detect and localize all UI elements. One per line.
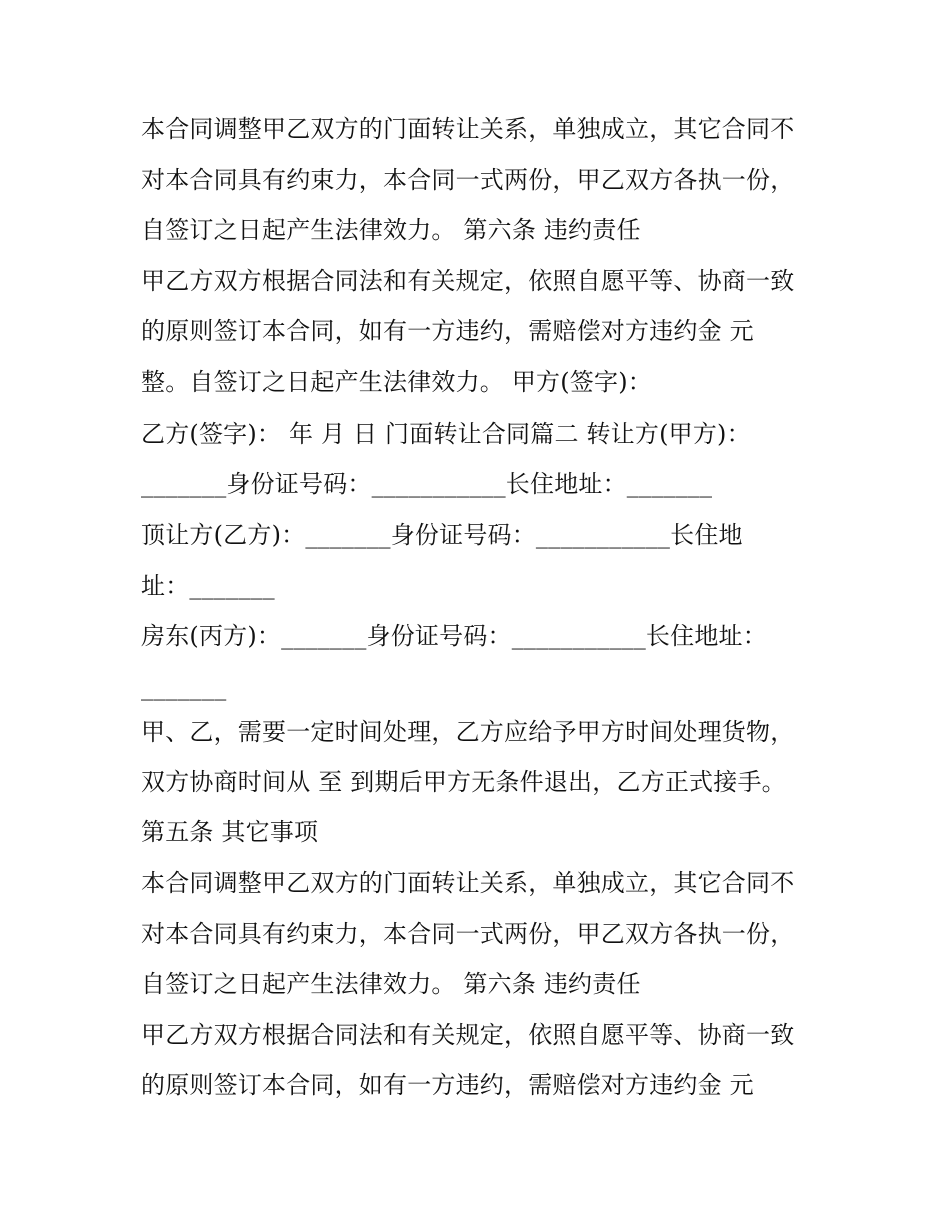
text-line: 双方协商时间从 至 到期后甲方无条件退出，乙方正式接手。	[141, 768, 786, 796]
text-line: 自签订之日起产生法律效力。 第六条 违约责任	[141, 216, 641, 244]
text-line: 顶让方(乙方)：_______身份证号码：___________长住地	[141, 521, 743, 549]
text-line: 本合同调整甲乙双方的门面转让关系，单独成立，其它合同不	[141, 869, 795, 897]
text-line: 甲乙方双方根据合同法和有关规定，依照自愿平等、协商一致	[141, 1021, 795, 1049]
text-line: 乙方(签字)： 年 月 日 门面转让合同篇二 转让方(甲方)：	[141, 420, 751, 448]
text-line: 的原则签订本合同，如有一方违约，需赔偿对方违约金 元	[141, 317, 754, 345]
text-line: 第五条 其它事项	[141, 818, 319, 846]
text-line: 自签订之日起产生法律效力。 第六条 违约责任	[141, 970, 641, 998]
text-line: 房东(丙方)：_______身份证号码：___________长住地址：	[141, 622, 767, 650]
text-line: _______身份证号码：___________长住地址：_______	[141, 470, 713, 498]
text-line: 的原则签订本合同，如有一方违约，需赔偿对方违约金 元	[141, 1071, 754, 1099]
text-line: 址：_______	[141, 572, 275, 600]
text-line: 对本合同具有约束力，本合同一式两份，甲乙双方各执一份，	[141, 166, 795, 194]
text-line: 甲、乙，需要一定时间处理，乙方应给予甲方时间处理货物，	[141, 718, 795, 746]
text-line: 整。自签订之日起产生法律效力。 甲方(签字)：	[141, 368, 652, 396]
text-line: _______	[141, 673, 227, 701]
text-line: 甲乙方双方根据合同法和有关规定，依照自愿平等、协商一致	[141, 267, 795, 295]
text-line: 本合同调整甲乙双方的门面转让关系，单独成立，其它合同不	[141, 115, 795, 143]
text-line: 对本合同具有约束力，本合同一式两份，甲乙双方各执一份，	[141, 920, 795, 948]
